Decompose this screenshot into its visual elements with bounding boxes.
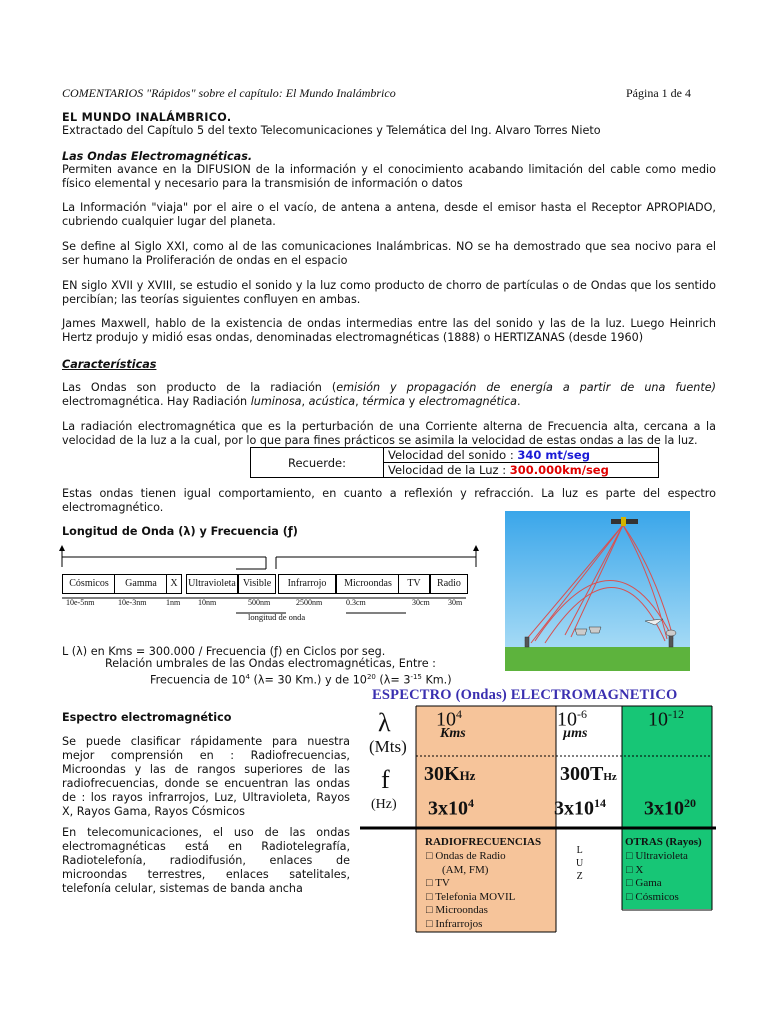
checkbox-icon: □ [426, 890, 436, 903]
sonido-value: 340 mt/seg [517, 448, 590, 462]
list-item [626, 850, 688, 864]
l3-exp: -12 [668, 707, 684, 721]
spectrum-wavelength: 1nm [166, 598, 181, 607]
freq-exp-luz [554, 796, 606, 821]
p6-text-j: electromagnética [418, 395, 518, 408]
paragraph-1: Permiten avance en la DIFUSION de la información y el conocimiento acabando limitación del cable como medio físico elemental y necesario para la transmisión de información o datos [62, 163, 716, 190]
e3-base: 3x10 [644, 797, 684, 820]
paragraph-5: James Maxwell, hablo de la existencia de ondas intermedias entre las del sonido y las de la luz. Luego Heinrich Hertz produjo y midió esas ondas, denominadas electromagnéticas (1888) o HERTIZANAS (desde 1960) [62, 317, 716, 344]
formula-relacion: Relación umbrales de las Ondas electromagnéticas, Entre : [105, 657, 436, 670]
f3-sup1: 4 [245, 673, 250, 681]
spectrum-band: Microondas [336, 574, 400, 594]
freq-exp-radio [428, 796, 474, 821]
p6-text-h: térmica [362, 395, 406, 408]
p6-text-f: acústica [308, 395, 356, 408]
f3-sup3: -15 [410, 673, 422, 681]
frequency-label: f [381, 765, 390, 794]
list-item [426, 877, 515, 891]
paragraph-2: La Información "viaja" por el aire o el vacío, de antena a antena, desde el emisor hasta el Receptor APROPIADO, cubriendo cualquier lugar del planeta. [62, 201, 716, 228]
paragraph-7: La radiación electromagnética que es la perturbación de una Corriente alterna de Frecuencia alta, cercana a la velocidad de la luz a la cual, por lo que para fines prácticos se asimila la velocidad de estas ondas a las de la luz. [62, 420, 716, 447]
spectrum-band: Gamma [114, 574, 168, 594]
spectrum-band: Visible [238, 574, 276, 594]
checkbox-icon: □ [626, 890, 636, 903]
recuerde-label: Recuerde: [251, 448, 384, 478]
paragraph-6 [62, 381, 716, 409]
f2-base: 300T [560, 763, 604, 785]
list-item [426, 850, 515, 864]
em-table-title: ESPECTRO (Ondas) ELECTROMAGNETICO [372, 687, 678, 703]
f3-d: Km.) [421, 673, 452, 687]
luz-letter: L [576, 845, 583, 856]
spectrum-caption: longitud de onda [248, 612, 306, 622]
luz-letter: Z [576, 871, 583, 882]
list-item [426, 891, 515, 905]
list-item-label: X [635, 863, 644, 876]
spectrum-band: Radio [430, 574, 468, 594]
list-item [426, 904, 515, 918]
list-item-label: Ultravioleta [635, 850, 688, 862]
paragraph-4: EN siglo XVII y XVIII, se estudio el sonido y la luz como producto de chorro de partículas o de Ondas que los sentido percibían; las teorías siguientes confluyen en ambas. [62, 279, 716, 306]
lambda-luz-unit: µms [563, 726, 588, 741]
list-item-label: Telefonia MOVIL [435, 890, 516, 903]
p6-text-c: electromagnética. Hay Radiación [62, 395, 251, 408]
recuerde-table [250, 447, 659, 478]
satellite-illustration [505, 511, 690, 671]
f3-sup2: 20 [366, 673, 376, 681]
spectrum-band: X [166, 574, 182, 594]
lambda-radio-unit: Kms [440, 726, 466, 741]
luz-letter: U [576, 858, 584, 869]
f2-unit: Hz [603, 771, 617, 783]
recuerde-row-luz [384, 463, 659, 478]
recuerde-row-sonido [384, 448, 659, 463]
radiofrecuencias-title: RADIOFRECUENCIAS [425, 836, 542, 848]
l2-exp: -6 [577, 707, 587, 721]
luz-vertical-label [576, 844, 583, 883]
checkbox-icon: □ [626, 850, 636, 862]
list-item-label: Gama [635, 877, 662, 889]
spectrum-wavelength: 10nm [198, 598, 217, 607]
checkbox-icon: □ [426, 917, 436, 930]
l2-base: 10 [557, 708, 577, 731]
f3-c: (λ= 3 [375, 673, 411, 687]
spectrum-wavelength: 30cm [412, 598, 430, 607]
spectrum-wavelength: 2500nm [296, 598, 323, 607]
p6-text-d: luminosa [250, 395, 302, 408]
paragraph-10: En telecomunicaciones, el uso de las ondas electromagnéticas está en Radiotelegrafía, Radiotelefonía, radiodifusión, enlaces de microondas terrestres, enlaces satelitales, telefonía celular, sistemas de banda ancha [62, 826, 350, 895]
spectrum-wavelength: 500nm [248, 598, 271, 607]
e2-exp: 14 [594, 796, 606, 810]
spectrum-wavelength: 10e-5nm [66, 598, 95, 607]
otras-list [626, 850, 688, 904]
list-item-label: TV [435, 877, 450, 889]
list-item [626, 864, 688, 878]
checkbox-icon: □ [426, 877, 436, 889]
list-item-label: (AM, FM) [442, 863, 489, 876]
freq-radio [424, 763, 475, 786]
spectrum-wavelength: 10e-3nm [118, 598, 147, 607]
section-title-longitud: Longitud de Onda (λ) y Frecuencia (ƒ) [62, 525, 298, 538]
document-header-title: COMENTARIOS "Rápidos" sobre el capítulo: El Mundo Inalámbrico [62, 86, 396, 100]
list-item-label: Ondas de Radio [435, 850, 506, 862]
formula-umbrales [150, 670, 452, 688]
f3-a: Frecuencia de 10 [150, 673, 246, 687]
l1-exp: 4 [456, 707, 462, 721]
paragraph-8: Estas ondas tienen igual comportamiento, en cuanto a reflexión y refracción. La luz es parte del espectro electromagnético. [62, 487, 716, 514]
p6-text-e: , [301, 395, 309, 408]
p6-text-a: Las Ondas son producto de la radiación ( [62, 381, 337, 394]
spectrum-band: Cósmicos [62, 574, 116, 594]
freq-luz [560, 763, 617, 786]
radiofrecuencias-list [426, 850, 515, 931]
otras-title: OTRAS (Rayos) [625, 836, 702, 848]
checkbox-icon: □ [626, 877, 636, 889]
frequency-unit: (Hz) [371, 797, 397, 812]
p6-text-b: emisión y propagación de energía a partir de una fuente) [336, 381, 716, 394]
section-title-espectro: Espectro electromagnético [62, 711, 232, 724]
l3-base: 10 [648, 708, 668, 731]
f1-base: 30K [424, 763, 460, 785]
list-item-label: Microondas [435, 904, 488, 916]
checkbox-icon: □ [426, 904, 436, 916]
f1-unit: Hz [459, 768, 476, 783]
spectrum-band: TV [398, 574, 430, 594]
paragraph-9: Se puede clasificar rápidamente para nuestra mejor comprensión en : Radiofrecuencias, Microondas y las de rangos superiores de las radiofrecuencias, donde se encuentran las ondas de : los rayos infrarrojos, Luz, Ultravioleta, Rayos X, Rayos Gama, Rayos Cósmicos [62, 735, 350, 818]
checkbox-icon: □ [626, 863, 636, 876]
f3-b: (λ= 30 Km.) y de 10 [250, 673, 367, 687]
e1-base: 3x10 [428, 797, 468, 820]
formula-longitud: L (λ) en Kms = 300.000 / Frecuencia (ƒ) en Ciclos por seg. [62, 645, 386, 658]
page-number: Página 1 de 4 [626, 86, 691, 100]
list-item [626, 891, 688, 905]
freq-exp-otras [644, 796, 696, 821]
e2-base: 3x10 [554, 797, 594, 820]
subtitle: Extractado del Capítulo 5 del texto Telecomunicaciones y Telemática del Ing. Alvaro Torres Nieto [62, 124, 601, 137]
list-item [426, 864, 515, 878]
spectrum-wavelength: 0.3cm [346, 598, 366, 607]
checkbox-icon: □ [426, 850, 436, 862]
list-item [626, 877, 688, 891]
section-title-ondas: Las Ondas Electromagnéticas. [62, 150, 253, 163]
sonido-label: Velocidad del sonido : [388, 448, 518, 462]
list-item-label: Cósmicos [635, 890, 679, 903]
lambda-unit: (Mts) [369, 737, 407, 756]
spectrum-band: Ultravioleta [186, 574, 238, 594]
paragraph-3: Se define al Siglo XXI, como al de las comunicaciones Inalámbricas. NO se ha demostrado que sea nocivo para el ser humano la Proliferación de ondas en el espacio [62, 240, 716, 267]
luz-label: Velocidad de la Luz : [388, 463, 510, 477]
page-title: EL MUNDO INALÁMBRICO. [62, 111, 232, 124]
lambda-otras [648, 707, 684, 732]
p6-text-i: y [405, 395, 419, 408]
e3-exp: 20 [684, 796, 696, 810]
luz-value: 300.000km/seg [509, 463, 609, 477]
p6-text-g: , [355, 395, 363, 408]
lambda-label: λ [378, 708, 391, 737]
list-item [426, 918, 515, 932]
spectrum-band: Infrarrojo [278, 574, 336, 594]
p6-text-k: . [517, 395, 521, 408]
section-title-caracteristicas: Características [62, 358, 157, 371]
list-item-label: Infrarrojos [435, 917, 483, 930]
spectrum-wavelength: 30m [448, 598, 463, 607]
l1-base: 10 [436, 708, 456, 731]
e1-exp: 4 [468, 796, 474, 810]
